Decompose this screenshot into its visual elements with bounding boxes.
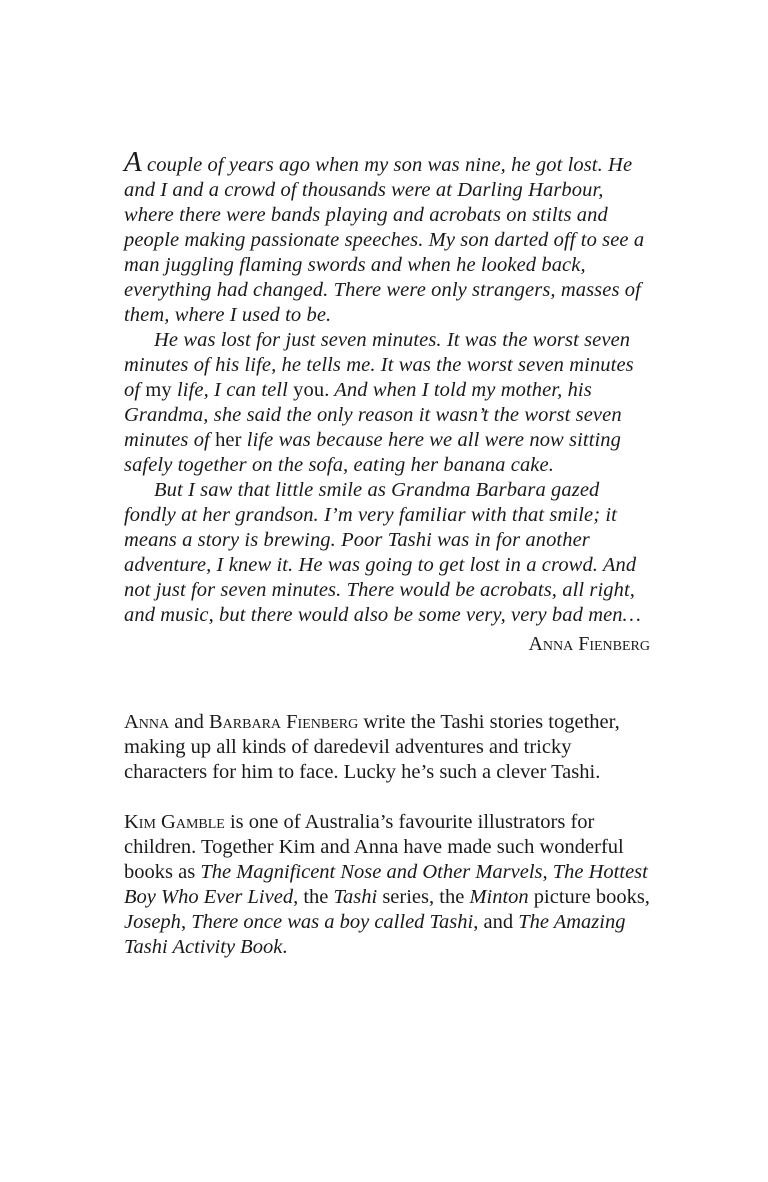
- bio-text: write the Tashi stories together, making up all kinds of daredevil adventures and tricky characters for him to face. Lucky he’s such a clever Tashi.: [124, 711, 620, 783]
- book-page: [124, 146, 652, 960]
- paragraph-text: And when I told my mother, his Grandma, she said the only reason it wasn’t the worst seven minutes of: [124, 379, 622, 451]
- foreword-paragraph-2: [124, 328, 652, 478]
- emphasis-word: you.: [293, 379, 330, 401]
- foreword-paragraph-3: [124, 478, 652, 628]
- paragraph-text: But I saw that little smile as Grandma Barbara gazed fondly at her grandson. I’m very familiar with that smile; it means a story is brewing. Poor Tashi was in for another adventure, I knew it. He was going to get lost in a crowd. And not just for seven minutes. There would be acrobats, all right, and music, but there would also be some very, very bad men…: [124, 479, 641, 626]
- bio-text: , the: [293, 886, 334, 908]
- foreword-signature: Anna Fienberg: [528, 633, 650, 655]
- paragraph-text: life, I can tell: [171, 379, 294, 401]
- drop-cap: A: [124, 146, 142, 178]
- bio-text: and: [169, 711, 209, 733]
- paragraph-text: life was because here we all were now sitting safely together on the sofa, eating her banana cake.: [124, 429, 621, 476]
- book-title: Tashi: [333, 886, 378, 908]
- emphasis-word: my: [145, 379, 172, 401]
- bio-text: series, the: [377, 886, 470, 908]
- book-title: The Hottest Boy Who Ever Lived: [124, 861, 648, 908]
- emphasis-word: her: [215, 429, 242, 451]
- bio-text: picture books,: [528, 886, 650, 908]
- author-bios: [124, 710, 652, 960]
- bio-text: .: [282, 936, 288, 958]
- author-name: Barbara Fienberg: [209, 711, 359, 733]
- bio-text: ,: [542, 861, 553, 883]
- book-title: Minton: [469, 886, 529, 908]
- authors-bio: [124, 710, 652, 785]
- book-title: The Amazing Tashi Activity Book: [124, 911, 626, 958]
- book-title: There once was a boy called Tashi: [191, 911, 474, 933]
- bio-text: is one of Australia’s favourite illustrators for children. Together Kim and Anna have made such wonderful books as: [124, 811, 624, 883]
- paragraph-text: He was lost for just seven minutes. It was the worst seven minutes of his life, he tells me. It was the worst seven minutes of: [124, 329, 634, 401]
- illustrator-name: Kim Gamble: [124, 811, 225, 833]
- book-title: Joseph: [124, 911, 181, 933]
- author-name: Anna: [124, 711, 170, 733]
- illustrator-bio: [124, 810, 652, 960]
- bio-text: , and: [473, 911, 519, 933]
- book-title: The Magnificent Nose and Other Marvels: [200, 861, 543, 883]
- bio-text: ,: [180, 911, 192, 933]
- paragraph-text: couple of years ago when my son was nine, he got lost. He and I and a crowd of thousands were at Darling Harbour, where there were bands playing and acrobats on stilts and people making passionate speeches. My son darted off to see a man juggling flaming swords and when he looked back, everything had changed. There were only strangers, masses of them, where I used to be.: [124, 154, 645, 326]
- foreword: [124, 146, 652, 628]
- foreword-paragraph-1: [124, 146, 652, 328]
